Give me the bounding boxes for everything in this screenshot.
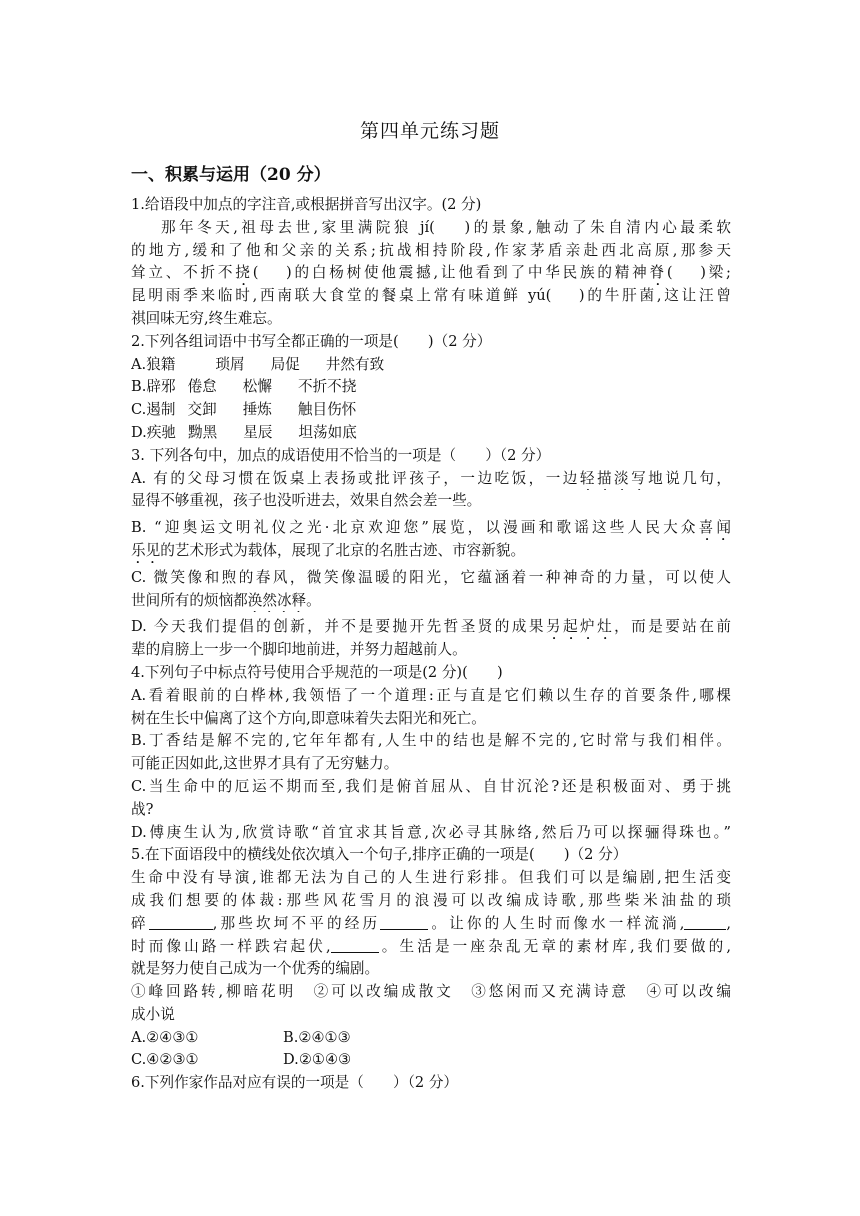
q2-option-c: C.遏制 交卸 捶炼 触目伤怀 xyxy=(131,401,357,419)
q5-line-3: 碎 ,那些坎坷不平的经历 。让你的人生时而像水一样流淌, , xyxy=(131,914,731,932)
dotted-idiom: 轻描淡写 xyxy=(579,469,649,487)
dotted-char: 脊 xyxy=(649,264,667,282)
dotted-idiom: 乐见 xyxy=(131,541,161,559)
q4-d-line-1: D.傅庚生认为,欣赏诗歌“首宜求其旨意,次必寻其脉络,然后乃可以探骊得珠也。” xyxy=(131,823,731,841)
dotted-char: 挠 xyxy=(235,264,253,282)
q5-line-5: 就是努力使自己成为一个优秀的编剧。 xyxy=(131,960,380,978)
q4-c-line-1: C.当生命中的厄运不期而至,我们是俯首屈从、自甘沉沦?还是积极面对、勇于挑 xyxy=(131,777,731,795)
q1-line-4: 昆明雨季来临时,西南联大食堂的餐桌上常有味道鲜 yú( )的牛肝菌,这让汪曾 xyxy=(131,287,731,305)
question-list xyxy=(131,194,731,1095)
dotted-idiom: 涣然冰释 xyxy=(247,591,307,609)
dotted-idiom: 另起炉灶 xyxy=(545,618,615,636)
q1-line-3: 耸立、不折不挠( )的白杨树使他震撼,让他看到了中华民族的精神脊( )梁; xyxy=(131,264,731,282)
fill-blank xyxy=(149,913,213,930)
section-heading: 一、积累与运用（20 分） xyxy=(131,165,331,185)
q4-b-line-1: B.丁香结是解不完的,它年年都有,人生中的结也是解不完的,它时常与我们相伴。 xyxy=(131,732,731,750)
q5-line-1: 生命中没有导演,谁都无法为自己的人生进行彩排。但我们可以是编剧,把生活变 xyxy=(131,869,731,887)
q3-stem: 3. 下列各句中，加点的成语使用不恰当的一项是（ ）（2 分） xyxy=(131,446,551,464)
q2-option-b: B.辟邪 倦怠 松懈 不折不挠 xyxy=(131,378,357,396)
q5-stem: 5.在下面语段中的横线处依次填入一个句子,排序正确的一项是( )（2 分） xyxy=(131,846,628,864)
q3-c-line-2: 世间所有的烦恼都涣然冰释。 xyxy=(131,591,321,609)
q3-a-line-2: 显得不够重视，孩子也没听进去，效果自然会差一些。 xyxy=(131,492,482,510)
q5-options-line-1: ①峰回路转,柳暗花明 ②可以改编成散文 ③悠闲而又充满诗意 ④可以改编 xyxy=(131,983,731,1001)
q6-stem: 6.下列作家作品对应有误的一项是（ ）（2 分） xyxy=(131,1074,459,1092)
fill-blank xyxy=(684,913,726,930)
q3-d-line-1: D. 今天我们提倡的创新，并不是要抛开先哲圣贤的成果另起炉灶，而是要站在前 xyxy=(131,618,731,636)
q4-c-line-2: 战? xyxy=(131,800,154,818)
q5-choices-cd: C.④②③① D.②①④③ xyxy=(131,1051,352,1069)
q3-c-line-1: C. 微笑像和煦的春风，微笑像温暖的阳光，它蕴涵着一种神奇的力量，可以使人 xyxy=(131,568,731,586)
q3-a-line-1: A. 有的父母习惯在饭桌上表扬或批评孩子，一边吃饭，一边轻描淡写地说几句， xyxy=(131,469,731,487)
q4-a-line-2: 树在生长中偏离了这个方向,即意味着失去阳光和死亡。 xyxy=(131,709,486,727)
q2-option-a: A.狼籍 琐屑 局促 井然有致 xyxy=(131,355,385,373)
q1-line-1: 那年冬天,祖母去世,家里满院狼 jí( )的景象,触动了朱自清内心最柔软 xyxy=(161,218,731,236)
q1-stem: 1.给语段中加点的字注音,或根据拼音写出汉字。(2 分) xyxy=(131,196,482,213)
page-title: 第四单元练习题 xyxy=(359,120,500,142)
dotted-idiom: 喜闻 xyxy=(698,519,731,537)
fill-blank xyxy=(331,936,379,953)
q3-d-line-2: 辈的肩膀上一步一个脚印地前进，并努力超越前人。 xyxy=(131,641,467,659)
q3-b-line-1: B. “迎奥运文明礼仪之光·北京欢迎您”展览，以漫画和歌谣这些人民大众喜闻 xyxy=(131,519,731,537)
q5-choices-ab: A.②④③① B.②④①③ xyxy=(131,1028,351,1046)
q1-line-2: 的地方,缓和了他和父亲的关系;抗战相持阶段,作家茅盾亲赴西北高原,那参天 xyxy=(131,241,731,259)
q2-option-d: D.疾驰 黝黑 星辰 坦荡如底 xyxy=(131,423,357,441)
q5-options-line-2: 成小说 xyxy=(131,1005,175,1023)
q1-line-5: 祺回味无穷,终生难忘。 xyxy=(131,309,282,327)
q5-line-4: 时而像山路一样跌宕起伏, 。生活是一座杂乱无章的素材库,我们要做的, xyxy=(131,937,731,955)
q4-stem: 4.下列句子中标点符号使用合乎规范的一项是(2 分)( ) xyxy=(131,663,503,681)
q4-a-line-1: A.看着眼前的白桦林,我领悟了一个道理:正与直是它们赖以生存的首要条件,哪棵 xyxy=(131,686,731,704)
fill-blank xyxy=(380,913,428,930)
q3-b-line-2: 乐见的艺术形式为载体，展现了北京的名胜古迹、市容新貌。 xyxy=(131,541,526,559)
q2-stem: 2.下列各组词语中书写全都正确的一项是( )（2 分） xyxy=(131,332,492,350)
q4-b-line-2: 可能正因如此,这世界才具有了无穷魅力。 xyxy=(131,755,399,773)
q5-line-2: 成我们想要的体裁:那些风花雪月的浪漫可以改编成诗歌,那些柴米油盐的琐 xyxy=(131,891,731,909)
